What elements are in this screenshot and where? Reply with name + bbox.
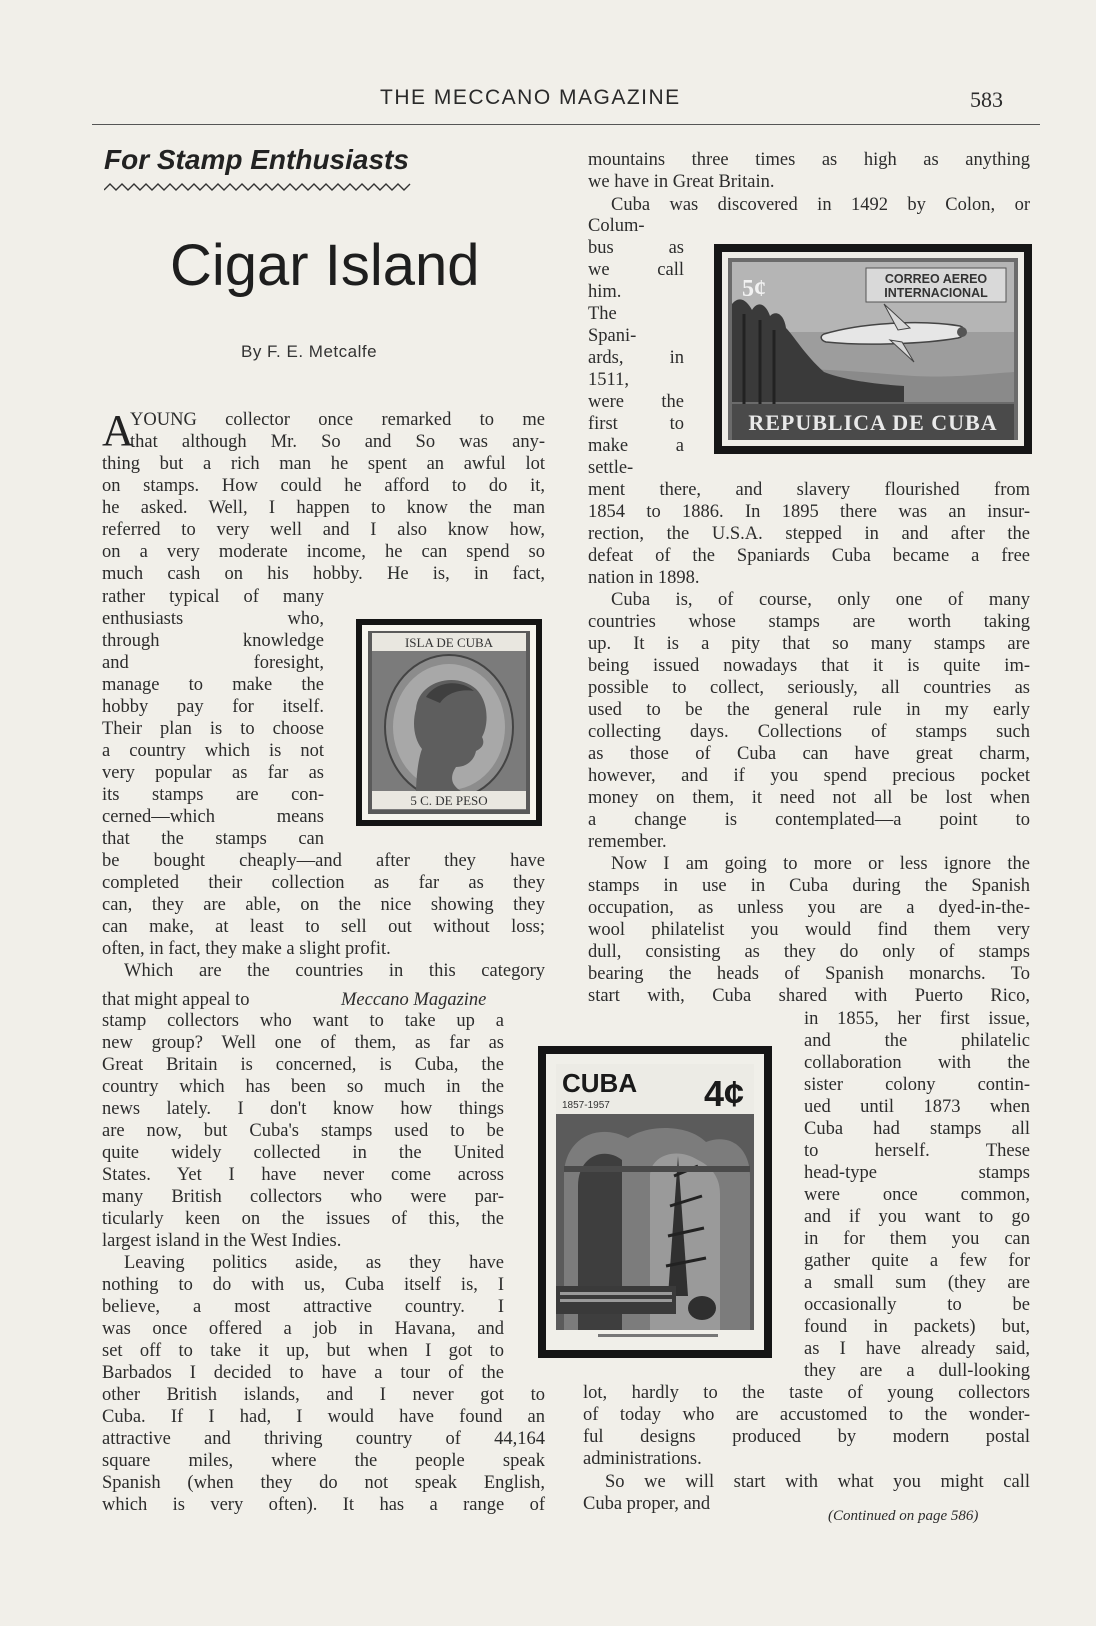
col2-line: were once common, [804, 1185, 1030, 1205]
col2-line: as those of Cuba can have great charm, [588, 744, 1030, 764]
col2-line: they are a dull-looking [804, 1361, 1030, 1381]
stamp3-years: 1857-1957 [562, 1100, 610, 1111]
col1-line: that although Mr. So and So was any- [130, 432, 545, 452]
stamp-airmail-correo-aereo [714, 244, 1032, 454]
col2-line: first to [588, 414, 684, 434]
col1-line: stamp collectors who want to take up a [102, 1011, 504, 1031]
col2-line: administrations. [583, 1449, 702, 1469]
col2-line: Cuba had stamps all [804, 1119, 1030, 1139]
stamp3-value: 4¢ [704, 1073, 745, 1114]
col1-line: States. Yet I have never come across [102, 1165, 504, 1185]
col2-line: in 1855, her first issue, [804, 1009, 1030, 1029]
col1-line: many British collectors who were par- [102, 1187, 504, 1207]
col1-line: set off to take it up, but when I got to [102, 1341, 504, 1361]
col2-line: ment there, and slavery flourished from [588, 480, 1030, 500]
col2-line: nation in 1898. [588, 568, 700, 588]
col1-line: believe, a most attractive country. I [102, 1297, 504, 1317]
col1-line: that the stamps can [102, 829, 324, 849]
col2-line: bearing the heads of Spanish monarchs. To [588, 964, 1030, 984]
col1-line: completed their collection as far as they [102, 873, 545, 893]
col2-line: in for them you can [804, 1229, 1030, 1249]
col2-line: Spani- [588, 326, 637, 346]
col1-line: he asked. Well, I happen to know the man [102, 498, 545, 518]
col2-line: head-type stamps [804, 1163, 1030, 1183]
stamp2-value: 5¢ [742, 276, 766, 302]
header-rule [92, 124, 1040, 125]
col2-line: Colum- [588, 216, 645, 236]
stamp-cuba-centenary [538, 1046, 772, 1358]
col2-line: mountains three times as high as anything [588, 150, 1030, 170]
col2-line: money on them, it need not all be lost when [588, 788, 1030, 808]
col2-line: being issued nowadays that it is quite im- [588, 656, 1030, 676]
col2-line: wool philatelist you would find them very [588, 920, 1030, 940]
col2-line: bus as [588, 238, 684, 258]
col2-line: collecting days. Collections of stamps such [588, 722, 1030, 742]
col1-line: be bought cheaply—and after they have [102, 851, 545, 871]
col2-line: 1511, [588, 370, 629, 390]
magazine-title: THE MECCANO MAGAZINE [380, 86, 681, 109]
col1-line: and foresight, [102, 653, 324, 673]
col1-line: its stamps are con- [102, 785, 324, 805]
zigzag-ornament [104, 182, 412, 192]
col1-line: often, in fact, they make a slight profit. [102, 939, 391, 959]
col1-line: nothing to do with us, Cuba itself is, I [102, 1275, 504, 1295]
col1-line: a country which is not [102, 741, 324, 761]
col2-line: occupation, as unless you are a dyed-in-the- [588, 898, 1030, 918]
col1-line: enthusiasts who, [102, 609, 324, 629]
stamp2-line2: INTERNACIONAL [884, 286, 988, 300]
col1-line: can make, at least to sell out without loss; [102, 917, 545, 937]
col1-line: Great Britain is concerned, is Cuba, the [102, 1055, 504, 1075]
magazine-name-italic: Meccano Magazine [341, 990, 487, 1010]
col2-line: up. It is a pity that so many stamps are [588, 634, 1030, 654]
col1-line: Cuba. If I had, I would have found an [102, 1407, 545, 1427]
col2-line: we call [588, 260, 684, 280]
col2-line: countries whose stamps are worth taking [588, 612, 1030, 632]
col2-line: remember. [588, 832, 667, 852]
col2-line: Cuba is, of course, only one of many [611, 590, 1030, 610]
col1-line: on stamps. How could he afford to do it, [102, 476, 545, 496]
col1-line: hobby pay for itself. [102, 697, 324, 717]
col2-line: possible to collect, seriously, all countries as [588, 678, 1030, 698]
col1-line: on a very moderate income, he can spend so [102, 542, 545, 562]
col1-line: new group? Well one of them, as far as [102, 1033, 504, 1053]
col2-line: gather quite a few for [804, 1251, 1030, 1271]
col2-line: sister colony contin- [804, 1075, 1030, 1095]
col1-line: referred to very well and I also know how, [102, 520, 545, 540]
col2-line: settle- [588, 458, 634, 478]
col2-line: him. [588, 282, 622, 302]
col2-line: ards, in [588, 348, 684, 368]
col2-line: Cuba proper, and [583, 1494, 711, 1514]
col2-line: So we will start with what you might call [605, 1472, 1030, 1492]
col2-line: as I have already said, [804, 1339, 1030, 1359]
col2-line: occasionally to be [804, 1295, 1030, 1315]
col1-line: are now, but Cuba's stamps used to be [102, 1121, 504, 1141]
stamp2-bottom-text: REPUBLICA DE CUBA [748, 410, 998, 435]
col2-line: ued until 1873 when [804, 1097, 1030, 1117]
col1-line: much cash on his hobby. He is, in fact, [102, 564, 545, 584]
col1-line: Their plan is to choose [102, 719, 324, 739]
col1-line: Leaving politics aside, as they have [124, 1253, 504, 1273]
col2-line: Cuba was discovered in 1492 by Colon, or [611, 195, 1030, 215]
col2-line: however, and if you spend precious pocket [588, 766, 1030, 786]
col1-line: YOUNG collector once remarked to me [130, 410, 545, 430]
col1-line: square miles, where the people speak [102, 1451, 545, 1471]
col2-line: and if you want to go [804, 1207, 1030, 1227]
col1-line: manage to make the [102, 675, 324, 695]
stamp1-bottom-text: 5 C. DE PESO [410, 793, 488, 808]
col2-line: make a [588, 436, 684, 456]
col2-line: start with, Cuba shared with Puerto Rico, [588, 986, 1030, 1006]
col1-line: can, they are able, on the nice showing they [102, 895, 545, 915]
col1-line: very popular as far as [102, 763, 324, 783]
col2-line: of today who are accustomed to the wonder- [583, 1405, 1030, 1425]
col2-line: were the [588, 392, 684, 412]
col1-line: other British islands, and I never got to [102, 1385, 545, 1405]
stamp3-country: CUBA [562, 1068, 638, 1098]
col2-line: Now I am going to more or less ignore the [611, 854, 1030, 874]
stamp1-top-text: ISLA DE CUBA [404, 635, 494, 650]
article-title: Cigar Island [170, 233, 480, 298]
col2-line: to herself. These [804, 1141, 1030, 1161]
col1-line: was once offered a job in Havana, and [102, 1319, 504, 1339]
drop-cap: A [102, 406, 134, 455]
stamp-alfonso-portrait [356, 619, 542, 826]
stamp2-line1: CORREO AEREO [884, 272, 988, 286]
col2-line: ful designs produced by modern postal [583, 1427, 1030, 1447]
col1-line: Which are the countries in this category [124, 961, 545, 981]
col2-line: collaboration with the [804, 1053, 1030, 1073]
section-heading: For Stamp Enthusiasts [104, 144, 409, 175]
col1-line: ticularly keen on the issues of this, the [102, 1209, 504, 1229]
col1-line: largest island in the West Indies. [102, 1231, 342, 1251]
col1-line: Spanish (when they do not speak English, [102, 1473, 545, 1493]
col1-line: thing but a rich man he spent an awful lot [102, 454, 545, 474]
col2-line: used to be the general rule in my early [588, 700, 1030, 720]
col1-line: news lately. I don't know how things [102, 1099, 504, 1119]
col1-line: cerned—which means [102, 807, 324, 827]
col1-line: country which has been so much in the [102, 1077, 504, 1097]
col2-line: found in packets) but, [804, 1317, 1030, 1337]
col2-line: lot, hardly to the taste of young collectors [583, 1383, 1030, 1403]
col2-line: a change is contemplated—a point to [588, 810, 1030, 830]
col2-line: 1854 to 1886. In 1895 there was an insur- [588, 502, 1030, 522]
col2-line: a small sum (they are [804, 1273, 1030, 1293]
col2-line: The [588, 304, 617, 324]
col1-line: attractive and thriving country of 44,164 [102, 1429, 545, 1449]
continued-note: (Continued on page 586) [828, 1508, 979, 1524]
col1-line: through knowledge [102, 631, 324, 651]
col2-line: we have in Great Britain. [588, 172, 775, 192]
col2-line: rection, the U.S.A. stepped in and after the [588, 524, 1030, 544]
col1-line: Barbados I decided to have a tour of the [102, 1363, 504, 1383]
col1-line: quite widely collected in the United [102, 1143, 504, 1163]
col1-line: rather typical of many [102, 587, 324, 607]
col2-line: defeat of the Spaniards Cuba became a free [588, 546, 1030, 566]
col2-line: stamps in use in Cuba during the Spanish [588, 876, 1030, 896]
col1-line: that might appeal to [102, 990, 250, 1010]
byline: By F. E. Metcalfe [241, 342, 378, 361]
col1-line: which is very often). It has a range of [102, 1495, 545, 1515]
page-number: 583 [970, 87, 1003, 112]
col2-line: and the philatelic [804, 1031, 1030, 1051]
col2-line: dull, consisting as they do only of stamps [588, 942, 1030, 962]
